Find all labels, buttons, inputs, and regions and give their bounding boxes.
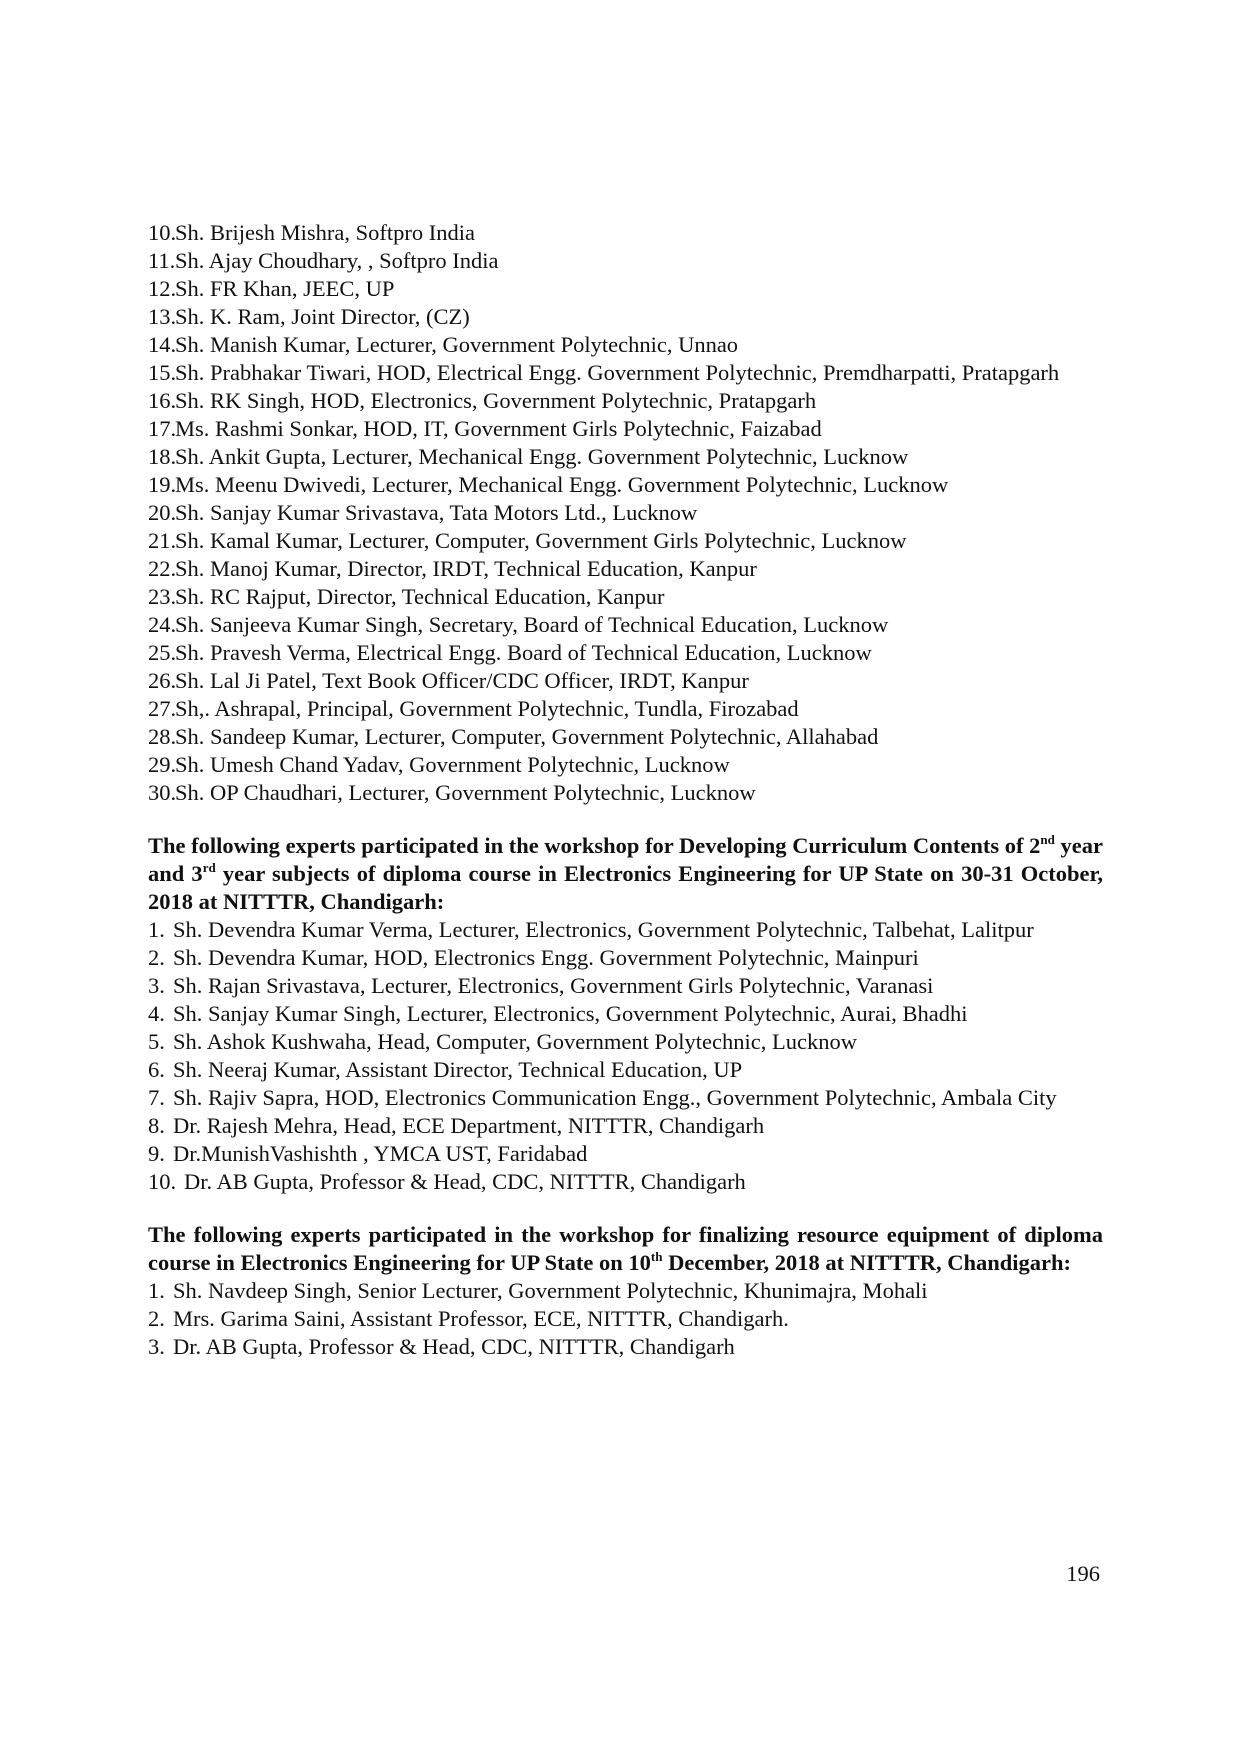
list-item: 3. Sh. Rajan Srivastava, Lecturer, Electronics, Government Girls Polytechnic, Varanasi bbox=[148, 973, 934, 998]
list-item-text: Sh. Prabhakar Tiwari, HOD, Electrical Engg. Government Polytechnic, Premdharpatti, Pratapgarh bbox=[175, 360, 1060, 385]
list-item-text: Sh. Brijesh Mishra, Softpro India bbox=[175, 220, 475, 245]
list-item-text: Sh,. Ashrapal, Principal, Government Polytechnic, Tundla, Firozabad bbox=[175, 696, 799, 721]
list-item: 4. Sh. Sanjay Kumar Singh, Lecturer, Electronics, Government Polytechnic, Aurai, Bhadhi bbox=[148, 1001, 968, 1026]
list-item-text: Sh. Ankit Gupta, Lecturer, Mechanical Engg. Government Polytechnic, Lucknow bbox=[175, 444, 909, 469]
list-item-text: Sh. Sandeep Kumar, Lecturer, Computer, Government Polytechnic, Allahabad bbox=[175, 724, 879, 749]
list-item: 19. Ms. Meenu Dwivedi, Lecturer, Mechanical Engg. Government Polytechnic, Lucknow bbox=[148, 472, 949, 497]
list-item-text: Sh. Navdeep Singh, Senior Lecturer, Government Polytechnic, Khunimajra, Mohali bbox=[173, 1278, 928, 1303]
list-item-text: Sh. Manish Kumar, Lecturer, Government Polytechnic, Unnao bbox=[175, 332, 739, 357]
list-item: 22. Sh. Manoj Kumar, Director, IRDT, Technical Education, Kanpur bbox=[148, 556, 757, 581]
list-item: 10. Sh. Brijesh Mishra, Softpro India bbox=[148, 220, 475, 245]
list-item-text: Sh. Ashok Kushwaha, Head, Computer, Government Polytechnic, Lucknow bbox=[173, 1029, 857, 1054]
list-item: 7. Sh. Rajiv Sapra, HOD, Electronics Communication Engg., Government Polytechnic, Ambala City bbox=[148, 1085, 1057, 1110]
list-item-text: Sh. Kamal Kumar, Lecturer, Computer, Government Girls Polytechnic, Lucknow bbox=[175, 528, 907, 553]
participant-list-continued bbox=[148, 219, 1103, 807]
list-item: 30. Sh. OP Chaudhari, Lecturer, Government Polytechnic, Lucknow bbox=[148, 780, 756, 805]
list-item-text: Dr.MunishVashishth , YMCA UST, Faridabad bbox=[173, 1141, 588, 1166]
list-item: 13. Sh. K. Ram, Joint Director, (CZ) bbox=[148, 304, 470, 329]
list-item-text: Ms. Meenu Dwivedi, Lecturer, Mechanical Engg. Government Polytechnic, Lucknow bbox=[175, 472, 949, 497]
list-item: 2. Mrs. Garima Saini, Assistant Professor, ECE, NITTTR, Chandigarh. bbox=[148, 1306, 789, 1331]
list-item: 8. Dr. Rajesh Mehra, Head, ECE Department, NITTTR, Chandigarh bbox=[148, 1113, 765, 1138]
list-item: 27. Sh,. Ashrapal, Principal, Government Polytechnic, Tundla, Firozabad bbox=[148, 696, 799, 721]
page-number: 196 bbox=[1066, 1561, 1100, 1586]
section-heading-curriculum-workshop: The following experts participated in the workshop for Developing Curriculum Contents of 2nd year and 3rd year subjects of diploma course in Electronics Engineering for UP State on 30-31 October, 2018 at NITTTR, Chandigarh: bbox=[148, 832, 1103, 914]
list-item: 17. Ms. Rashmi Sonkar, HOD, IT, Government Girls Polytechnic, Faizabad bbox=[148, 416, 822, 441]
participant-list-equipment-workshop bbox=[148, 1277, 1103, 1361]
list-item-text: Sh. Rajan Srivastava, Lecturer, Electronics, Government Girls Polytechnic, Varanasi bbox=[173, 973, 934, 998]
list-item-text: Sh. OP Chaudhari, Lecturer, Government Polytechnic, Lucknow bbox=[175, 780, 756, 805]
list-item: 18. Sh. Ankit Gupta, Lecturer, Mechanical Engg. Government Polytechnic, Lucknow bbox=[148, 444, 909, 469]
list-item: 14. Sh. Manish Kumar, Lecturer, Government Polytechnic, Unnao bbox=[148, 332, 739, 357]
list-item-text: Dr. Rajesh Mehra, Head, ECE Department, NITTTR, Chandigarh bbox=[173, 1113, 765, 1138]
list-item: 25. Sh. Pravesh Verma, Electrical Engg. Board of Technical Education, Lucknow bbox=[148, 640, 872, 665]
list-item-text: Sh. Devendra Kumar Verma, Lecturer, Electronics, Government Polytechnic, Talbehat, Lalitpur bbox=[173, 917, 1034, 942]
list-item: 10. Dr. AB Gupta, Professor & Head, CDC, NITTTR, Chandigarh bbox=[148, 1169, 746, 1194]
list-item-text: Ms. Rashmi Sonkar, HOD, IT, Government Girls Polytechnic, Faizabad bbox=[175, 416, 822, 441]
list-item: 23. Sh. RC Rajput, Director, Technical Education, Kanpur bbox=[148, 584, 665, 609]
list-item-text: Sh. Sanjay Kumar Srivastava, Tata Motors Ltd., Lucknow bbox=[175, 500, 698, 525]
list-item: 5. Sh. Ashok Kushwaha, Head, Computer, Government Polytechnic, Lucknow bbox=[148, 1029, 857, 1054]
list-item-text: Dr. AB Gupta, Professor & Head, CDC, NITTTR, Chandigarh bbox=[173, 1334, 735, 1359]
list-item-text: Sh. Pravesh Verma, Electrical Engg. Board of Technical Education, Lucknow bbox=[175, 640, 872, 665]
participant-list-curriculum-workshop bbox=[148, 916, 1103, 1196]
list-item: 28. Sh. Sandeep Kumar, Lecturer, Computer, Government Polytechnic, Allahabad bbox=[148, 724, 879, 749]
list-item: 26. Sh. Lal Ji Patel, Text Book Officer/CDC Officer, IRDT, Kanpur bbox=[148, 668, 749, 693]
list-item-text: Dr. AB Gupta, Professor & Head, CDC, NITTTR, Chandigarh bbox=[184, 1169, 746, 1194]
list-item-text: Sh. RK Singh, HOD, Electronics, Government Polytechnic, Pratapgarh bbox=[175, 388, 817, 413]
list-item-text: Sh. Sanjeeva Kumar Singh, Secretary, Board of Technical Education, Lucknow bbox=[175, 612, 889, 637]
list-item: 24. Sh. Sanjeeva Kumar Singh, Secretary, Board of Technical Education, Lucknow bbox=[148, 612, 889, 637]
list-item-text: Sh. Lal Ji Patel, Text Book Officer/CDC Officer, IRDT, Kanpur bbox=[175, 668, 749, 693]
list-item-text: Sh. K. Ram, Joint Director, (CZ) bbox=[175, 304, 470, 329]
list-item: 6. Sh. Neeraj Kumar, Assistant Director, Technical Education, UP bbox=[148, 1057, 743, 1082]
list-item-text: Sh. Neeraj Kumar, Assistant Director, Technical Education, UP bbox=[173, 1057, 743, 1082]
list-item-text: Sh. FR Khan, JEEC, UP bbox=[175, 276, 395, 301]
list-item-text: Sh. Manoj Kumar, Director, IRDT, Technical Education, Kanpur bbox=[175, 556, 757, 581]
list-item-text: Sh. Umesh Chand Yadav, Government Polytechnic, Lucknow bbox=[175, 752, 730, 777]
list-item: 2. Sh. Devendra Kumar, HOD, Electronics Engg. Government Polytechnic, Mainpuri bbox=[148, 945, 919, 970]
list-item: 21. Sh. Kamal Kumar, Lecturer, Computer, Government Girls Polytechnic, Lucknow bbox=[148, 528, 907, 553]
list-item: 3. Dr. AB Gupta, Professor & Head, CDC, NITTTR, Chandigarh bbox=[148, 1334, 735, 1359]
list-item: 12. Sh. FR Khan, JEEC, UP bbox=[148, 276, 395, 301]
list-item-text: Sh. Devendra Kumar, HOD, Electronics Engg. Government Polytechnic, Mainpuri bbox=[173, 945, 919, 970]
list-item: 20. Sh. Sanjay Kumar Srivastava, Tata Motors Ltd., Lucknow bbox=[148, 500, 698, 525]
section-heading-equipment-workshop: The following experts participated in the workshop for finalizing resource equipment of diploma course in Electronics Engineering for UP State on 10th December, 2018 at NITTTR, Chandigarh: bbox=[148, 1222, 1103, 1275]
list-item-text: Sh. RC Rajput, Director, Technical Education, Kanpur bbox=[175, 584, 665, 609]
list-item: 9. Dr.MunishVashishth , YMCA UST, Faridabad bbox=[148, 1141, 588, 1166]
list-item-text: Mrs. Garima Saini, Assistant Professor, ECE, NITTTR, Chandigarh. bbox=[173, 1306, 789, 1331]
document-page bbox=[148, 219, 1103, 1361]
list-item: 1. Sh. Navdeep Singh, Senior Lecturer, Government Polytechnic, Khunimajra, Mohali bbox=[148, 1278, 928, 1303]
list-item: 1. Sh. Devendra Kumar Verma, Lecturer, Electronics, Government Polytechnic, Talbehat, Lalitpur bbox=[148, 917, 1034, 942]
list-item: 15. Sh. Prabhakar Tiwari, HOD, Electrical Engg. Government Polytechnic, Premdharpatti, Pratapgarh bbox=[148, 360, 1060, 385]
list-item: 16. Sh. RK Singh, HOD, Electronics, Government Polytechnic, Pratapgarh bbox=[148, 388, 817, 413]
list-item-text: Sh. Sanjay Kumar Singh, Lecturer, Electronics, Government Polytechnic, Aurai, Bhadhi bbox=[173, 1001, 968, 1026]
list-item: 29. Sh. Umesh Chand Yadav, Government Polytechnic, Lucknow bbox=[148, 752, 730, 777]
list-item-text: Sh. Ajay Choudhary, , Softpro India bbox=[175, 248, 499, 273]
list-item: 11. Sh. Ajay Choudhary, , Softpro India bbox=[148, 248, 499, 273]
list-item-text: Sh. Rajiv Sapra, HOD, Electronics Communication Engg., Government Polytechnic, Ambala City bbox=[173, 1085, 1057, 1110]
